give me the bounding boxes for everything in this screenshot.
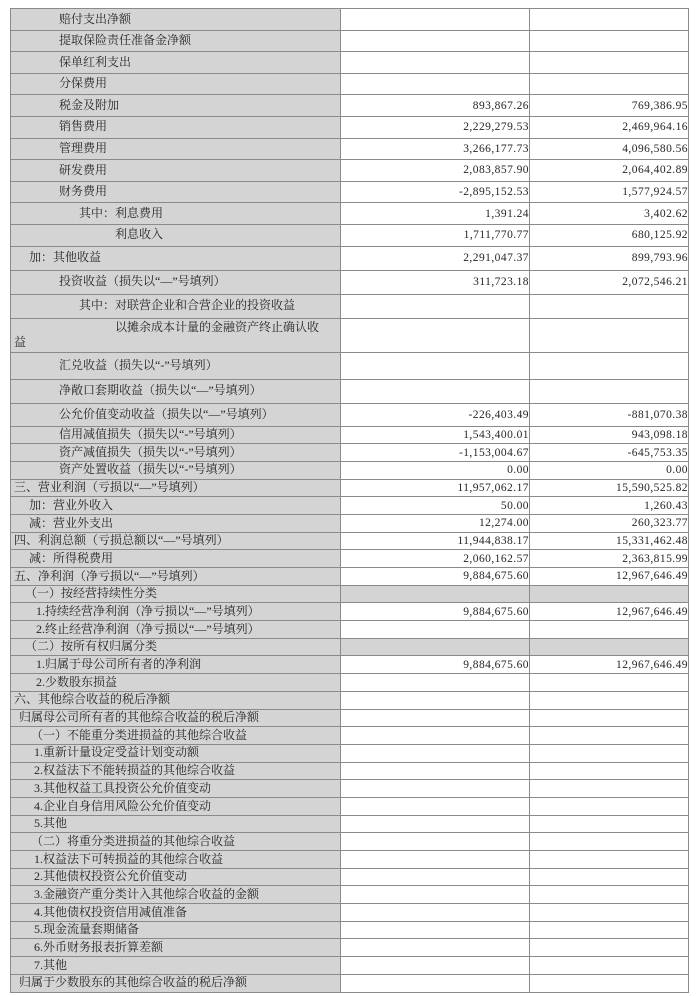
table-row [11,727,689,745]
table-row [11,514,689,532]
value-cell-col1: 0.00 [341,461,530,479]
value-cell-col1: -1,153,004.67 [341,444,530,462]
table-row [11,181,689,203]
row-label-cell [11,691,341,709]
row-label: 赔付支出净额 [59,11,132,26]
row-label-cell [11,318,341,352]
row-label: 投资收益（损失以“—”号填列） [59,274,226,289]
table-row [11,638,689,656]
value-cell-col2 [530,939,689,957]
row-label-cell [11,833,341,851]
row-label-cell [11,585,341,603]
value-cell-col2 [530,815,689,833]
value-cell-col2 [530,921,689,939]
row-label-cell [11,246,341,270]
table-row [11,160,689,182]
row-label-cell [11,352,341,379]
value-cell-col2 [530,379,689,403]
value-cell-col2 [530,294,689,318]
row-label: 资产减值损失（损失以“-”号填列） [59,444,242,459]
value-cell-col1 [341,73,530,95]
value-cell-col2 [530,833,689,851]
row-label: 五、净利润（净亏损以“—”号填列） [14,568,205,583]
value-cell-col1 [341,674,530,692]
value-cell-col1: 1,391.24 [341,203,530,225]
value-cell-col1: 2,083,857.90 [341,160,530,182]
row-label: 3.金融资产重分类计入其他综合收益的金额 [34,886,260,901]
row-label-cell [11,426,341,444]
table-row [11,95,689,117]
value-cell-col1 [341,638,530,656]
row-label-cell [11,762,341,780]
row-label: 财务费用 [59,184,108,199]
income-statement-body [11,9,689,993]
row-label: 保单红利支出 [59,54,132,69]
table-row [11,957,689,975]
table-row [11,246,689,270]
row-label: 6.外币财务报表折算差额 [34,940,164,955]
value-cell-col1 [341,904,530,922]
table-row [11,709,689,727]
table-row [11,9,689,31]
value-cell-col2 [530,691,689,709]
value-cell-col2: 3,402.62 [530,203,689,225]
row-label: 减：营业外支出 [29,515,114,530]
value-cell-col1 [341,886,530,904]
row-label: 4.其他债权投资信用减值准备 [34,904,188,919]
value-cell-col2 [530,638,689,656]
row-label-cell [11,514,341,532]
table-row [11,621,689,639]
value-cell-col1 [341,744,530,762]
row-label: 分保费用 [59,76,108,91]
table-row [11,762,689,780]
table-row [11,224,689,246]
value-cell-col1: 1,711,770.77 [341,224,530,246]
value-cell-col2 [530,744,689,762]
value-cell-col2 [530,797,689,815]
table-row [11,868,689,886]
value-cell-col1: 1,543,400.01 [341,426,530,444]
value-cell-col1 [341,974,530,992]
table-row [11,203,689,225]
value-cell-col2 [530,709,689,727]
table-row [11,532,689,550]
value-cell-col1: 50.00 [341,497,530,515]
value-cell-col2: 260,323.77 [530,514,689,532]
row-label-cell [11,379,341,403]
table-row [11,550,689,568]
value-cell-col2 [530,318,689,352]
table-row [11,744,689,762]
value-cell-col1: 11,957,062.17 [341,479,530,497]
row-label: （二）将重分类进损益的其他综合收益 [31,833,236,848]
value-cell-col1 [341,727,530,745]
row-label: 净敞口套期收益（损失以“—”号填列） [59,383,262,398]
value-cell-col1 [341,691,530,709]
value-cell-col2: 15,331,462.48 [530,532,689,550]
row-label: 4.企业自身信用风险公允价值变动 [34,798,212,813]
table-row [11,461,689,479]
table-row [11,379,689,403]
table-row [11,921,689,939]
value-cell-col2 [530,674,689,692]
value-cell-col1 [341,851,530,869]
value-cell-col2: 15,590,525.82 [530,479,689,497]
row-label-cell [11,656,341,674]
value-cell-col2 [530,73,689,95]
row-label-cell [11,957,341,975]
row-label-cell [11,939,341,957]
row-label: 加：其他收益 [29,250,102,265]
table-row [11,974,689,992]
row-label-cell [11,974,341,992]
table-row [11,444,689,462]
table-row [11,568,689,586]
value-cell-col1: 9,884,675.60 [341,568,530,586]
row-label: 1.权益法下可转损益的其他综合收益 [34,851,224,866]
row-label: 2.其他债权投资公允价值变动 [34,869,188,884]
row-label: 销售费用 [59,119,108,134]
row-label: 提取保险责任准备金净额 [59,33,192,48]
table-row [11,851,689,869]
row-label-cell [11,868,341,886]
table-row [11,403,689,426]
value-cell-col1 [341,379,530,403]
row-label: 公允价值变动收益（损失以“—”号填列） [59,406,274,421]
row-label: 三、营业利润（亏损以“—”号填列） [14,480,205,495]
value-cell-col2: 4,096,580.56 [530,138,689,160]
value-cell-col1 [341,797,530,815]
row-label-cell [11,674,341,692]
row-label: 管理费用 [59,141,108,156]
table-row [11,352,689,379]
row-label-cell [11,568,341,586]
row-label-cell [11,921,341,939]
value-cell-col1: 2,229,279.53 [341,116,530,138]
row-label: 加：营业外收入 [29,497,114,512]
row-label-cell [11,815,341,833]
table-row [11,479,689,497]
table-row [11,426,689,444]
value-cell-col1 [341,780,530,798]
value-cell-col1: 11,944,838.17 [341,532,530,550]
row-label: 汇兑收益（损失以“-”号填列） [59,357,218,372]
value-cell-col2: 12,967,646.49 [530,656,689,674]
value-cell-col1: -226,403.49 [341,403,530,426]
row-label-cell [11,9,341,31]
row-label: 其中：利息费用 [79,205,164,220]
value-cell-col2: 2,064,402.89 [530,160,689,182]
table-row [11,691,689,709]
row-label-cell [11,224,341,246]
value-cell-col1 [341,868,530,886]
value-cell-col2: 12,967,646.49 [530,603,689,621]
value-cell-col1: 311,723.18 [341,270,530,294]
row-label-cell [11,603,341,621]
row-label: 2.权益法下不能转损益的其他综合收益 [34,763,236,778]
row-label-cell [11,181,341,203]
value-cell-col2: 1,577,924.57 [530,181,689,203]
row-label: 2.终止经营净利润（净亏损以“—”号填列） [36,621,260,636]
value-cell-col2: 2,469,964.16 [530,116,689,138]
row-label: 信用减值损失（损失以“-”号填列） [59,427,242,442]
value-cell-col1: 12,274.00 [341,514,530,532]
value-cell-col1 [341,9,530,31]
row-label: 资产处置收益（损失以“-”号填列） [59,462,242,477]
value-cell-col2: -645,753.35 [530,444,689,462]
row-label: 5.现金流量套期储备 [34,922,140,937]
table-row [11,30,689,52]
value-cell-col2 [530,886,689,904]
row-label: 1.归属于母公司所有者的净利润 [36,657,202,672]
row-label-cell [11,780,341,798]
value-cell-col2 [530,52,689,74]
row-label-cell [11,532,341,550]
value-cell-col2 [530,780,689,798]
value-cell-col1 [341,30,530,52]
value-cell-col1 [341,709,530,727]
row-label-cell [11,95,341,117]
table-row [11,780,689,798]
value-cell-col1 [341,762,530,780]
value-cell-col2: 899,793.96 [530,246,689,270]
row-label-cell [11,270,341,294]
row-label-cell [11,30,341,52]
value-cell-col1: 2,060,162.57 [341,550,530,568]
row-label-cell [11,851,341,869]
row-label: 六、其他综合收益的税后净额 [14,692,171,707]
row-label-cell [11,904,341,922]
table-row [11,116,689,138]
table-row [11,797,689,815]
table-row [11,815,689,833]
value-cell-col1 [341,939,530,957]
row-label: 四、利润总额（亏损总额以“—”号填列） [14,533,229,548]
row-label: 归属于少数股东的其他综合收益的税后净额 [19,975,248,990]
row-label: 7.其他 [34,957,68,972]
value-cell-col1: 3,266,177.73 [341,138,530,160]
value-cell-col1 [341,921,530,939]
value-cell-col1: 9,884,675.60 [341,603,530,621]
row-label-cell [11,294,341,318]
row-label: （二）按所有权归属分类 [25,639,158,654]
row-label-cell [11,160,341,182]
value-cell-col2 [530,904,689,922]
value-cell-col2 [530,621,689,639]
table-row [11,674,689,692]
table-row [11,585,689,603]
row-label-cell [11,479,341,497]
table-row [11,138,689,160]
row-label-cell [11,797,341,815]
row-label: 减：所得税费用 [29,550,114,565]
value-cell-col2: 769,386.95 [530,95,689,117]
table-row [11,603,689,621]
value-cell-col2 [530,974,689,992]
table-row [11,73,689,95]
row-label: 1.重新计量设定受益计划变动额 [34,745,200,760]
row-label: 归属母公司所有者的其他综合收益的税后净额 [19,710,260,725]
table-row [11,294,689,318]
row-label-cell [11,638,341,656]
row-label: （一）按经营持续性分类 [25,586,158,601]
row-label-cell [11,444,341,462]
row-label-cell [11,621,341,639]
row-label-cell [11,497,341,515]
table-row [11,52,689,74]
table-row [11,270,689,294]
row-label: 利息收入 [115,227,164,242]
value-cell-col2 [530,727,689,745]
table-row [11,833,689,851]
row-label: （一）不能重分类进损益的其他综合收益 [31,727,248,742]
row-label-cell [11,550,341,568]
row-label: 2.少数股东损益 [36,674,118,689]
row-label-cell [11,203,341,225]
row-label: 1.持续经营净利润（净亏损以“—”号填列） [36,603,260,618]
value-cell-col1: 9,884,675.60 [341,656,530,674]
row-label: 3.其他权益工具投资公允价值变动 [34,780,212,795]
value-cell-col2 [530,762,689,780]
table-row [11,886,689,904]
value-cell-col2: 943,098.18 [530,426,689,444]
income-statement-table [10,8,689,993]
value-cell-col1 [341,294,530,318]
value-cell-col2: -881,070.38 [530,403,689,426]
row-label: 其中：对联营企业和合营企业的投资收益 [79,298,296,313]
value-cell-col1 [341,585,530,603]
row-label-cell [11,52,341,74]
row-label: 5.其他 [34,816,68,831]
value-cell-col1 [341,957,530,975]
value-cell-col2 [530,957,689,975]
table-row [11,497,689,515]
value-cell-col1 [341,352,530,379]
value-cell-col1: -2,895,152.53 [341,181,530,203]
row-label-cell [11,461,341,479]
row-label-cell [11,138,341,160]
value-cell-col1 [341,621,530,639]
row-label-cell [11,744,341,762]
value-cell-col1: 2,291,047.37 [341,246,530,270]
row-label-cell [11,403,341,426]
row-label: 税金及附加 [59,97,120,112]
value-cell-col2: 12,967,646.49 [530,568,689,586]
row-label-cell [11,709,341,727]
table-row [11,904,689,922]
row-label-cell [11,73,341,95]
value-cell-col2 [530,30,689,52]
value-cell-col1 [341,52,530,74]
value-cell-col2 [530,352,689,379]
value-cell-col2: 2,072,546.21 [530,270,689,294]
table-row [11,939,689,957]
value-cell-col2 [530,868,689,886]
table-row [11,656,689,674]
row-label-cell [11,727,341,745]
value-cell-col1 [341,833,530,851]
row-label-cell [11,886,341,904]
value-cell-col2 [530,9,689,31]
value-cell-col2: 0.00 [530,461,689,479]
value-cell-col2: 2,363,815.99 [530,550,689,568]
value-cell-col1 [341,815,530,833]
value-cell-col2 [530,585,689,603]
row-label: 研发费用 [59,162,108,177]
table-row [11,318,689,352]
row-label-cell [11,116,341,138]
value-cell-col1 [341,318,530,352]
value-cell-col2: 1,260.43 [530,497,689,515]
value-cell-col2: 680,125.92 [530,224,689,246]
value-cell-col1: 893,867.26 [341,95,530,117]
row-label: 以摊余成本计量的金融资产终止确认收益 [14,320,320,350]
value-cell-col2 [530,851,689,869]
